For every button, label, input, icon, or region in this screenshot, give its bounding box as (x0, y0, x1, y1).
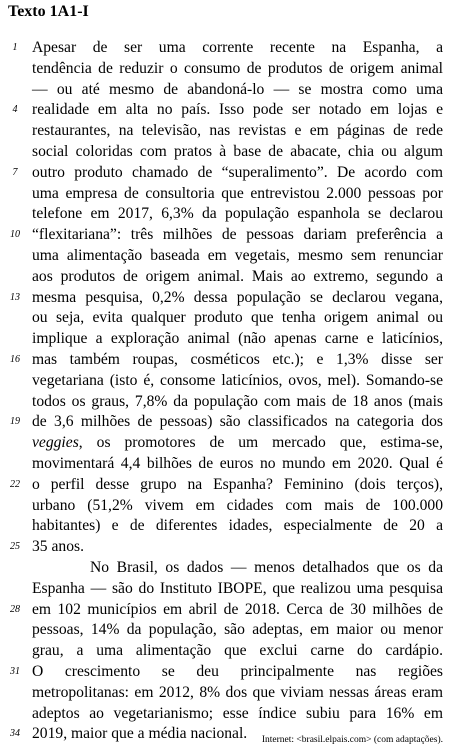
line-text: movimentará 4,4 bilhões de euros no mundo em 2020. Qual é (32, 454, 443, 472)
text-line (0, 38, 451, 59)
text-line (0, 163, 451, 184)
text-line (0, 704, 451, 725)
line-text: outro produto chamado de “superalimento”. De acordo com (32, 163, 443, 181)
line-number: 16 (10, 353, 20, 365)
text-line (0, 308, 451, 329)
line-text: social coloridas com pratos à base de abacate, chia ou algum (32, 142, 443, 160)
source-citation: Internet: <brasil.elpais.com> (com adaptações). (261, 735, 443, 745)
line-number: 31 (10, 665, 20, 677)
line-text: vegetariana (isto é, consome laticínios, ovos, mel). Somando-se (32, 371, 443, 389)
text-line (0, 537, 451, 558)
text-line (0, 100, 451, 121)
line-text: de 3,6 milhões de pessoas) são classificados na categoria dos (32, 413, 443, 431)
line-number: 10 (10, 229, 20, 241)
text-line (0, 80, 451, 101)
text-line (0, 600, 451, 621)
line-text: implique a exploração animal (não apenas carne e laticínios, (32, 330, 443, 348)
line-text: realidade em alta no país. Isso pode ser notado em lojas e (32, 101, 443, 119)
line-text: em 102 municípios em abril de 2018. Cerca de 30 milhões de (32, 600, 443, 618)
line-text: 35 anos. (32, 538, 84, 556)
line-text: metropolitanas: em 2012, 8% dos que viviam nessas áreas eram (32, 683, 443, 701)
line-number: 19 (10, 416, 20, 428)
line-text: O crescimento se deu principalmente nas regiões (32, 662, 443, 680)
line-text: telefone em 2017, 6,3% da população espanhola se declarou (32, 205, 443, 223)
line-text: o perfil desse grupo na Espanha? Feminino (dois terços), (32, 475, 443, 493)
text-line (0, 683, 451, 704)
text-line (0, 288, 451, 309)
line-text: ou seja, evita qualquer produto que tenha origem animal ou (32, 309, 443, 327)
text-line (0, 121, 451, 142)
text-line (0, 412, 451, 433)
line-text: urbano (51,2% vivem em cidades com mais de 100.000 (32, 496, 443, 514)
text-line (0, 641, 451, 662)
text-line (0, 475, 451, 496)
line-text: adeptos ao vegetarianismo; esse índice subiu para 16% em (32, 704, 443, 722)
text-line (0, 267, 451, 288)
line-number: 7 (12, 166, 18, 178)
line-text: todos os graus, 7,8% da população com mais de 18 anos (mais (32, 392, 443, 410)
text-line (0, 142, 451, 163)
line-text: mas também roupas, cosméticos etc.); e 1,3% disse ser (32, 350, 443, 368)
text-title: Texto 1A1-I (8, 3, 89, 20)
text-line (0, 454, 451, 475)
line-text: Apesar de ser uma corrente recente na Espanha, a (32, 39, 443, 56)
text-line (0, 329, 451, 350)
text-line (0, 350, 451, 371)
line-text: aos produtos de origem animal. Mais ao extremo, segundo a (32, 267, 443, 285)
line-number: 25 (10, 541, 20, 553)
text-line (0, 246, 451, 267)
line-text: pessoas, 14% da população, são adeptas, em maior ou menor (32, 621, 443, 639)
text-line (0, 516, 451, 537)
text-line (0, 579, 451, 600)
line-text: — ou até mesmo de abandoná-lo — se mostra como uma (32, 80, 443, 98)
line-number: 4 (12, 104, 18, 116)
line-text: No Brasil, os dados — menos detalhados que os da (90, 558, 443, 576)
text-line (0, 225, 451, 246)
line-text: tendência de reduzir o consumo de produtos de origem animal (32, 59, 443, 77)
text-line (0, 662, 451, 683)
line-number: 1 (12, 42, 18, 53)
line-text: Espanha — são do Instituto IBOPE, que realizou uma pesquisa (32, 579, 443, 597)
line-text: veggies, os promotores de um mercado que, estima-se, (32, 434, 443, 452)
text-line (0, 392, 451, 413)
text-body (0, 38, 451, 745)
text-line (0, 371, 451, 392)
line-number: 28 (10, 603, 20, 615)
line-text: 2019, maior que a média nacional. (32, 725, 248, 743)
text-line (0, 496, 451, 517)
text-line (0, 184, 451, 205)
line-text: uma alimentação baseada em vegetais, mesmo sem renunciar (32, 246, 443, 264)
line-number: 34 (10, 728, 20, 740)
line-text: restaurantes, na televisão, nas revistas e em páginas de rede (32, 122, 443, 140)
text-line (0, 59, 451, 80)
line-text: habitantes) e de diferentes idades, especialmente de 20 a (32, 517, 443, 535)
text-line (0, 204, 451, 225)
line-text: uma empresa de consultoria que entrevistou 2.000 pessoas por (32, 184, 443, 202)
line-number: 22 (10, 478, 20, 490)
line-number: 13 (10, 291, 20, 303)
line-text: grau, a uma alimentação que exclui carne do cardápio. (32, 642, 443, 660)
text-line (0, 620, 451, 641)
line-text: “flexitariana”: três milhões de pessoas dariam preferência a (32, 226, 443, 244)
line-text: mesma pesquisa, 0,2% dessa população se declarou vegana, (32, 288, 443, 306)
text-line (0, 558, 451, 579)
text-line (0, 433, 451, 454)
